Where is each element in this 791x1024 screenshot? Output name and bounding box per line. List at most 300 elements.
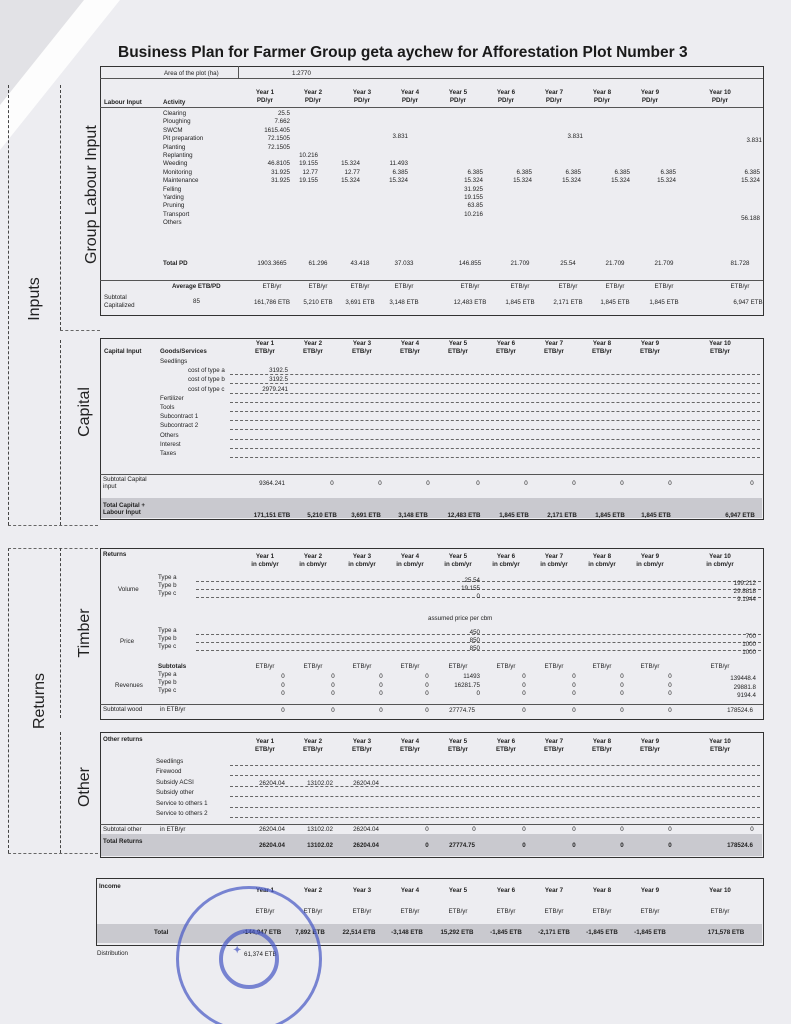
- other-row-line-0: [230, 765, 760, 766]
- wood-subtotal-10: 178524.6: [727, 707, 753, 714]
- timber-etb-6: ETB/yr: [496, 663, 516, 670]
- capital-total-1: 171,151 ETB: [253, 512, 291, 519]
- other-subtotal-5: 0: [472, 826, 476, 833]
- capital-year-9: Year 9: [640, 340, 660, 347]
- income-10: 171,578 ETB: [707, 929, 745, 936]
- returns-frame-top: [8, 548, 98, 549]
- capital-subtotal-6: 0: [524, 480, 528, 487]
- total-returns-4: 0: [425, 842, 429, 849]
- subtotal-label: Subtotal: [104, 294, 127, 301]
- other-item-6: Service to others 2: [156, 810, 208, 817]
- other-label: Other: [76, 767, 93, 808]
- capital-frame: [60, 340, 61, 525]
- income-2: 7,892 ETB: [295, 929, 325, 936]
- labour-year-1: Year 1: [255, 89, 275, 96]
- other-row-line-4: [230, 807, 760, 808]
- income-unit-5: ETB/yr: [448, 908, 468, 915]
- price-y10-2: 1000: [742, 649, 756, 656]
- rev-zero-3-2: 0: [425, 690, 429, 697]
- timber-unit-10: in cbm/yr: [706, 561, 734, 568]
- rev-zero-b0-0: 0: [522, 673, 526, 680]
- rev-y5-0: 11493: [463, 673, 480, 680]
- rev-zero-b3-0: 0: [668, 673, 672, 680]
- rev-zero-b0-2: 0: [522, 690, 526, 697]
- income-5: 15,292 ETB: [440, 929, 474, 936]
- capitalized-5: 12,483 ETB: [453, 299, 487, 306]
- capital-item-3: cost of type b: [188, 376, 225, 384]
- capital-row-line-9: [230, 448, 760, 449]
- etb-unit-1: ETB/yr: [262, 283, 282, 290]
- timber-unit-2: in cbm/yr: [299, 561, 327, 568]
- rev-zero-0-1: 0: [281, 681, 285, 689]
- timber-label: Timber: [76, 608, 93, 658]
- goods-head: Goods/Services: [160, 348, 207, 355]
- capital-unit-10: ETB/yr: [710, 348, 730, 355]
- rev-zero-b2-0: 0: [620, 673, 624, 680]
- revenues-label: Revenues: [115, 682, 143, 689]
- other-year-2: Year 2: [303, 738, 323, 745]
- wood-subtotal-1: 0: [281, 707, 285, 714]
- seed-cost-3: 2979.241: [262, 385, 288, 393]
- timber-unit-8: in cbm/yr: [588, 561, 616, 568]
- vol-type-1: Type b: [158, 582, 177, 589]
- capital-row-line-3: [230, 393, 760, 394]
- etb-unit-9: ETB/yr: [654, 283, 674, 290]
- activity-12: Pruning: [163, 202, 185, 210]
- income-4: -3,148 ETB: [391, 929, 423, 936]
- vol-type-2: Type c: [158, 590, 177, 597]
- rev-zero-1-2: 0: [331, 690, 335, 697]
- total-pd-3: 43.418: [350, 260, 370, 267]
- capital-subtotal-7: 0: [572, 480, 576, 487]
- income-year-2: Year 2: [303, 887, 323, 894]
- capital-item-9: Others: [160, 431, 179, 439]
- y4-val-0: 11.493: [389, 160, 408, 168]
- wood-subtotal-6: 0: [522, 707, 526, 714]
- income-unit-1: ETB/yr: [255, 908, 275, 915]
- capital-item-11: Taxes: [160, 450, 177, 457]
- y3-val-2: 15.324: [341, 177, 360, 185]
- total-pd-1: 1903.3665: [257, 260, 287, 267]
- wood-subtotal-unit: in ETB/yr: [160, 706, 186, 713]
- income-unit-3: ETB/yr: [352, 908, 372, 915]
- activity-5: Planting: [163, 143, 186, 151]
- capital-total-6: 1,845 ETB: [499, 512, 529, 519]
- capital-row-line-2: [230, 383, 760, 384]
- y6-val-0: 6.385: [516, 168, 532, 176]
- y5-val-3: 19.155: [464, 194, 483, 201]
- assumed-price: assumed price per cbm: [428, 615, 493, 622]
- timber-year-7: Year 7: [544, 553, 564, 560]
- y3-val-0: 15.324: [341, 160, 360, 168]
- activity-6: Replanting: [163, 152, 193, 159]
- timber-unit-9: in cbm/yr: [636, 561, 664, 568]
- other-subtotal-3: 26204.04: [353, 826, 379, 833]
- income-unit-6: ETB/yr: [496, 908, 516, 915]
- other-item-3: Subsidy ACSI: [156, 778, 194, 786]
- labour-input-label: Labour Input: [104, 99, 142, 106]
- other-subtotal-10: 0: [750, 826, 754, 833]
- capital-total-8: 1,845 ETB: [595, 512, 625, 519]
- vol-y5-2: 0: [476, 593, 480, 600]
- other-year-7: Year 7: [544, 738, 564, 745]
- rev-zero-b3-1: 0: [668, 681, 672, 689]
- labour-year-3: Year 3: [352, 89, 372, 96]
- capital-subtotal-1: 9364.241: [259, 480, 285, 487]
- income-8: -1,845 ETB: [586, 929, 618, 936]
- timber-etb-2: ETB/yr: [303, 663, 323, 670]
- income-9: -1,845 ETB: [634, 929, 666, 936]
- timber-year-3: Year 3: [352, 553, 372, 560]
- capitalized-8: 1,845 ETB: [600, 299, 630, 306]
- other-subtotal-unit: in ETB/yr: [160, 826, 186, 833]
- acsi-3: 26204.04: [353, 780, 379, 787]
- y4-val-2: 15.324: [389, 177, 408, 185]
- other-unit-5: ETB/yr: [448, 746, 468, 753]
- timber-unit-3: in cbm/yr: [348, 561, 376, 568]
- distribution-value: 61,374 ETB: [244, 951, 277, 958]
- vol-y10-0: 199.212: [733, 580, 756, 587]
- labour-unit-10: PD/yr: [711, 97, 729, 104]
- activity-1: Clearing: [163, 110, 187, 117]
- rev-zero-b0-1: 0: [522, 681, 526, 689]
- labour-header-line: [100, 107, 763, 108]
- other-row-line-3: [230, 796, 760, 797]
- capital-unit-1: ETB/yr: [255, 348, 275, 355]
- labour-year-8: Year 8: [592, 89, 612, 96]
- capitalized-6: 1,845 ETB: [505, 299, 535, 306]
- income-7: -2,171 ETB: [538, 929, 570, 936]
- rev-y10-1: 29881.8: [733, 683, 756, 691]
- timber-etb-9: ETB/yr: [640, 663, 660, 670]
- y5-val-5: 10.216: [464, 210, 483, 218]
- total-returns-6: 0: [522, 842, 526, 849]
- timber-year-2: Year 2: [303, 553, 323, 560]
- timber-year-1: Year 1: [255, 553, 275, 560]
- capital-subtotal-8: 0: [620, 480, 624, 487]
- other-unit-2: ETB/yr: [303, 746, 323, 753]
- total-returns-7: 0: [572, 842, 576, 849]
- capital-total-9: 1,845 ETB: [641, 512, 671, 519]
- income-unit-10: ETB/yr: [710, 908, 730, 915]
- other-returns-head: Other returns: [103, 736, 143, 743]
- seed-cost-1: 3192.5: [269, 367, 288, 375]
- y7-val-1: 15.324: [562, 177, 581, 185]
- y3-val-1: 12.77: [344, 168, 360, 176]
- price-y5-0: 450: [469, 629, 480, 636]
- capital-unit-3: ETB/yr: [352, 348, 372, 355]
- other-item-5: Service to others 1: [156, 799, 208, 807]
- capital-item-10: Interest: [160, 440, 181, 448]
- rev-zero-b2-1: 0: [620, 681, 624, 689]
- y10-val-1: 15.324: [741, 177, 760, 185]
- income-unit-4: ETB/yr: [400, 908, 420, 915]
- etb-unit-8: ETB/yr: [605, 283, 625, 290]
- capitalized-9: 1,845 ETB: [649, 299, 679, 306]
- capital-item-6: Tools: [160, 404, 175, 411]
- y1-val-0: 25.5: [277, 110, 290, 117]
- other-unit-3: ETB/yr: [352, 746, 372, 753]
- capital-year-3: Year 3: [352, 340, 372, 347]
- etb-unit-7: ETB/yr: [558, 283, 578, 290]
- rev-y5-1: 16281.75: [454, 681, 480, 689]
- rev-zero-3-0: 0: [425, 673, 429, 680]
- distribution-label: Distribution: [97, 950, 128, 957]
- income-year-6: Year 6: [496, 887, 516, 894]
- total-returns-2: 13102.02: [307, 842, 333, 849]
- y5-val-1: 15.324: [464, 177, 483, 185]
- capitalized-7: 2,171 ETB: [553, 299, 583, 306]
- other-subtotal-6: 0: [522, 826, 526, 833]
- y2-val-2: 12.77: [302, 168, 318, 176]
- y9-val-1: 15.324: [657, 177, 676, 185]
- wood-subtotal-9: 0: [668, 707, 672, 714]
- capital-year-8: Year 8: [592, 340, 612, 347]
- capital-year-1: Year 1: [255, 340, 275, 347]
- capital-row-line-10: [230, 457, 760, 458]
- capital-subtotal-label: Subtotal Capital input: [103, 476, 147, 490]
- labour-unit-9: PD/yr: [641, 97, 659, 104]
- other-year-8: Year 8: [592, 738, 612, 745]
- other-unit-7: ETB/yr: [544, 746, 564, 753]
- total-returns-5: 27774.75: [449, 842, 475, 849]
- etb-unit-3: ETB/yr: [350, 283, 370, 290]
- price-y5-2: 850: [469, 645, 480, 652]
- rev-zero-0-2: 0: [281, 690, 285, 697]
- y5-val-2: 31.925: [464, 185, 483, 193]
- capital-row-line-8: [230, 439, 760, 440]
- activity-9: Maintenance: [163, 177, 199, 185]
- labour-unit-4: PD/yr: [401, 97, 419, 104]
- y5-val-0: 6.385: [467, 168, 483, 176]
- rev-zero-b3-2: 0: [668, 690, 672, 697]
- rev-y10-2: 9194.4: [737, 692, 756, 699]
- activity-head: Activity: [163, 99, 186, 106]
- labour-year-7: Year 7: [544, 89, 564, 96]
- income-year-10: Year 10: [709, 887, 731, 894]
- other-year-6: Year 6: [496, 738, 516, 745]
- other-row-line-5: [230, 817, 760, 818]
- income-year-3: Year 3: [352, 887, 372, 894]
- capital-total-7: 2,171 ETB: [547, 512, 577, 519]
- price-y10-1: 1000: [742, 641, 756, 648]
- total-capital-label: Total Capital + Labour Input: [103, 502, 146, 516]
- labour-unit-8: PD/yr: [593, 97, 611, 104]
- returns-label: Returns: [31, 672, 48, 730]
- rev-type-0: Type a: [158, 671, 177, 678]
- y1-val-3: 72.1505: [267, 135, 290, 143]
- capital-label: Capital: [76, 387, 93, 437]
- rev-zero-1-1: 0: [331, 681, 335, 689]
- labour-year-4: Year 4: [400, 89, 420, 96]
- capital-subtotal-3: 0: [378, 480, 382, 487]
- income-unit-8: ETB/yr: [592, 908, 612, 915]
- price-label: Price: [120, 638, 135, 645]
- activity-10: Felling: [163, 185, 182, 193]
- capital-row-line-5: [230, 411, 760, 412]
- other-subtotal-label: Subtotal other: [103, 826, 142, 833]
- other-subtotal-2: 13102.02: [307, 826, 333, 833]
- income-year-4: Year 4: [400, 887, 420, 894]
- activity-4: Pit preparation: [163, 135, 204, 143]
- labour-frame: [60, 85, 61, 330]
- rev-zero-1-0: 0: [331, 673, 335, 680]
- activity-14: Others: [163, 219, 182, 227]
- etb-unit-5: ETB/yr: [460, 283, 480, 290]
- income-year-9: Year 9: [640, 887, 660, 894]
- wood-subtotal-2: 0: [331, 707, 335, 714]
- rev-zero-b1-2: 0: [572, 690, 576, 697]
- income-total-label: Total: [154, 929, 169, 936]
- area-value: 1.2770: [292, 70, 311, 77]
- capital-row-line-4: [230, 402, 760, 403]
- other-subtotal-8: 0: [620, 826, 624, 833]
- other-subtotal-line: [100, 824, 763, 825]
- rev-zero-0-0: 0: [281, 673, 285, 680]
- seed-cost-2: 3192.5: [269, 376, 288, 384]
- inputs-label: Inputs: [26, 277, 43, 321]
- y1-val-1: 7.662: [274, 118, 290, 126]
- other-frame: [60, 732, 61, 853]
- total-pd-4: 37.033: [394, 260, 414, 267]
- capital-item-8: Subcontract 2: [160, 422, 199, 430]
- timber-unit-6: in cbm/yr: [492, 561, 520, 568]
- other-subtotal-7: 0: [572, 826, 576, 833]
- vol-y10-2: 9.1944: [737, 596, 756, 603]
- timber-year-10: Year 10: [709, 553, 731, 560]
- other-year-1: Year 1: [255, 738, 275, 745]
- y1-val-4: 72.1505: [267, 143, 290, 151]
- capital-unit-8: ETB/yr: [592, 348, 612, 355]
- returns-frame: [8, 548, 9, 853]
- timber-unit-5: in cbm/yr: [444, 561, 472, 568]
- timber-year-4: Year 4: [400, 553, 420, 560]
- rev-zero-b2-2: 0: [620, 690, 624, 697]
- y9-val-0: 6.385: [660, 168, 676, 176]
- capital-row-line-1: [230, 374, 760, 375]
- timber-etb-4: ETB/yr: [400, 663, 420, 670]
- capital-total-10: 6,947 ETB: [725, 512, 755, 519]
- timber-etb-1: ETB/yr: [255, 663, 275, 670]
- labour-year-10: Year 10: [709, 89, 731, 96]
- timber-year-5: Year 5: [448, 553, 468, 560]
- etb-unit-6: ETB/yr: [510, 283, 530, 290]
- y1-val-8: 31.925: [271, 177, 290, 185]
- capital-subtotal-10: 0: [750, 480, 754, 487]
- capital-year-6: Year 6: [496, 340, 516, 347]
- other-subtotal-1: 26204.04: [259, 826, 285, 833]
- income-year-7: Year 7: [544, 887, 564, 894]
- capital-subtotal-2: 0: [330, 480, 334, 487]
- capital-unit-4: ETB/yr: [400, 348, 420, 355]
- capital-input-label: Capital Input: [104, 348, 142, 355]
- total-pd-9: 21.709: [654, 260, 674, 267]
- returns-frame-bottom: [8, 853, 98, 854]
- vol-y5-0: 25.54: [464, 577, 480, 584]
- rev-zero-3-1: 0: [425, 681, 429, 689]
- timber-year-9: Year 9: [640, 553, 660, 560]
- swcm-y10: 3.831: [746, 136, 762, 144]
- activity-11: Yarding: [163, 194, 184, 201]
- income-1: -144,947 ETB: [242, 929, 282, 936]
- labour-unit-6: PD/yr: [497, 97, 515, 104]
- total-returns-8: 0: [620, 842, 624, 849]
- wood-subtotal-8: 0: [620, 707, 624, 714]
- capitalized-2: 5,210 ETB: [303, 299, 333, 306]
- capital-unit-7: ETB/yr: [544, 348, 564, 355]
- capital-item-2: cost of type a: [188, 367, 225, 375]
- labour-unit-1: PD/yr: [256, 97, 274, 104]
- other-unit-4: ETB/yr: [400, 746, 420, 753]
- y8-val-1: 15.324: [611, 177, 630, 185]
- capitalized-label: Capitalized: [104, 302, 135, 309]
- area-label: Area of the plot (ha): [164, 70, 219, 77]
- other-item-2: Firewood: [156, 768, 182, 776]
- price-y5-1: 850: [469, 637, 480, 644]
- total-pd-5: 146.855: [458, 260, 482, 267]
- avg-row-line: [100, 280, 763, 281]
- capital-total-4: 3,148 ETB: [398, 512, 428, 519]
- total-pd-10: 81.728: [730, 260, 750, 267]
- timber-unit-4: in cbm/yr: [396, 561, 424, 568]
- capital-total-5: 12,483 ETB: [447, 512, 481, 519]
- y2-val-1: 19.155: [299, 160, 318, 168]
- official-stamp: ✦: [176, 886, 322, 1024]
- swcm-y7: 3.831: [567, 132, 583, 140]
- capital-unit-5: ETB/yr: [448, 348, 468, 355]
- timber-unit-7: in cbm/yr: [540, 561, 568, 568]
- other-row-line-1: [230, 775, 760, 776]
- other-unit-9: ETB/yr: [640, 746, 660, 753]
- other-year-10: Year 10: [709, 738, 731, 745]
- capital-year-7: Year 7: [544, 340, 564, 347]
- vol-y5-1: 19.155: [461, 585, 480, 592]
- folded-corner-shadow: [0, 0, 84, 105]
- labour-unit-3: PD/yr: [353, 97, 371, 104]
- wood-subtotal-5: 27774.75: [449, 707, 475, 714]
- timber-etb-3: ETB/yr: [352, 663, 372, 670]
- vol-type-0: Type a: [158, 574, 177, 581]
- rev-zero-b1-0: 0: [572, 673, 576, 680]
- rev-zero-b1-1: 0: [572, 681, 576, 689]
- acsi-1: 26204.04: [259, 780, 285, 787]
- timber-etb-8: ETB/yr: [592, 663, 612, 670]
- labour-unit-2: PD/yr: [304, 97, 322, 104]
- total-returns-3: 26204.04: [353, 842, 379, 849]
- income-year-5: Year 5: [448, 887, 468, 894]
- capital-row-line-6: [230, 420, 760, 421]
- labour-year-9: Year 9: [640, 89, 660, 96]
- y1-val-7: 31.925: [271, 168, 290, 176]
- total-pd-6: 21.709: [510, 260, 530, 267]
- inputs-frame: [8, 85, 9, 525]
- capital-year-10: Year 10: [709, 340, 731, 347]
- income-year-8: Year 8: [592, 887, 612, 894]
- rev-zero-2-2: 0: [379, 690, 383, 697]
- y8-val-0: 6.385: [614, 168, 630, 176]
- income-3: 22,514 ETB: [342, 929, 376, 936]
- capitalized-1: 161,786 ETB: [253, 299, 291, 306]
- rev-type-1: Type b: [158, 679, 177, 686]
- total-pd-7: 25.54: [560, 260, 576, 267]
- capitalized-4: 3,148 ETB: [389, 299, 419, 306]
- wood-subtotal-4: 0: [425, 707, 429, 714]
- capital-total-3: 3,691 ETB: [351, 512, 381, 519]
- income-unit-2: ETB/yr: [303, 908, 323, 915]
- y2-val-0: 10.216: [299, 152, 318, 159]
- other-year-9: Year 9: [640, 738, 660, 745]
- other-item-4: Subsidy other: [156, 789, 194, 797]
